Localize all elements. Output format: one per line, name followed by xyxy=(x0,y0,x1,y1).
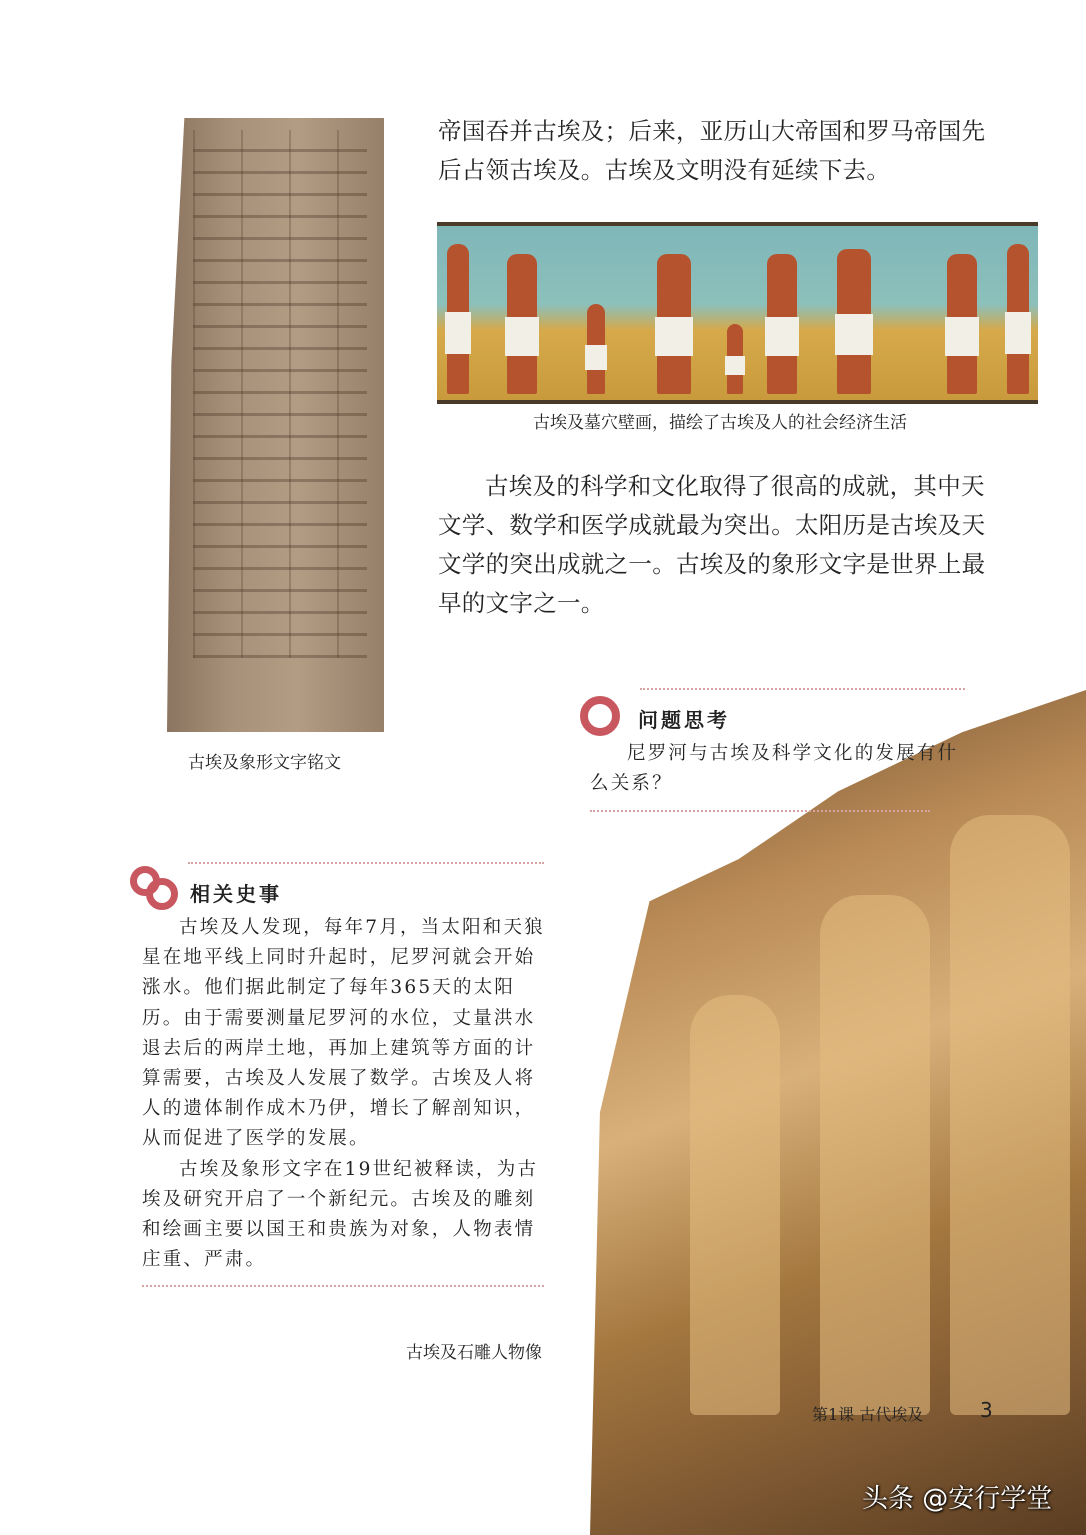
history-paragraph-1: 古埃及人发现，每年7月，当太阳和天狼星在地平线上同时升起时，尼罗河就会开始涨水。他们据此制定了每年365天的太阳历。由于需要测量尼罗河的水位，丈量洪水退去后的两岸土地，再加上建筑等方面的计算需要，古埃及人发展了数学。古埃及人将人的遗体制作成木乃伊，增长了解剖知识，从而促进了医学的发展。 xyxy=(142,917,545,1150)
divider xyxy=(590,810,930,812)
lesson-footer: 第1课 古代埃及 xyxy=(812,1405,924,1424)
mural-caption: 古埃及墓穴壁画，描绘了古埃及人的社会经济生活 xyxy=(533,413,907,433)
divider xyxy=(640,688,965,690)
question-box-text: 尼罗河与古埃及科学文化的发展有什么关系？ xyxy=(590,743,959,795)
stele-caption: 古埃及象形文字铭文 xyxy=(188,753,341,773)
hieroglyph-stele-image xyxy=(167,118,384,732)
watermark: 头条 @安行学堂 xyxy=(862,1484,1053,1514)
divider xyxy=(142,1285,544,1287)
history-icon xyxy=(130,866,180,912)
question-icon xyxy=(580,696,620,736)
statue-caption: 古埃及石雕人物像 xyxy=(406,1343,542,1363)
main-paragraph-1: 帝国吞并古埃及；后来，亚历山大帝国和罗马帝国先后占领古埃及。古埃及文明没有延续下去。 xyxy=(438,117,986,184)
history-box-body xyxy=(142,913,547,1275)
main-paragraph-2: 古埃及的科学和文化取得了很高的成就，其中天文学、数学和医学成就最为突出。太阳历是古埃及天文学的突出成就之一。古埃及的象形文字是世界上最早的文字之一。 xyxy=(438,472,986,617)
history-box-title: 相关史事 xyxy=(190,882,282,906)
history-paragraph-2: 古埃及象形文字在19世纪被释读，为古埃及研究开启了一个新纪元。古埃及的雕刻和绘画主要以国王和贵族为对象，人物表情庄重、严肃。 xyxy=(142,1158,539,1271)
tomb-mural-image xyxy=(437,222,1038,404)
divider xyxy=(188,862,544,864)
page-number: 3 xyxy=(980,1398,993,1422)
question-box-title: 问题思考 xyxy=(638,708,730,732)
